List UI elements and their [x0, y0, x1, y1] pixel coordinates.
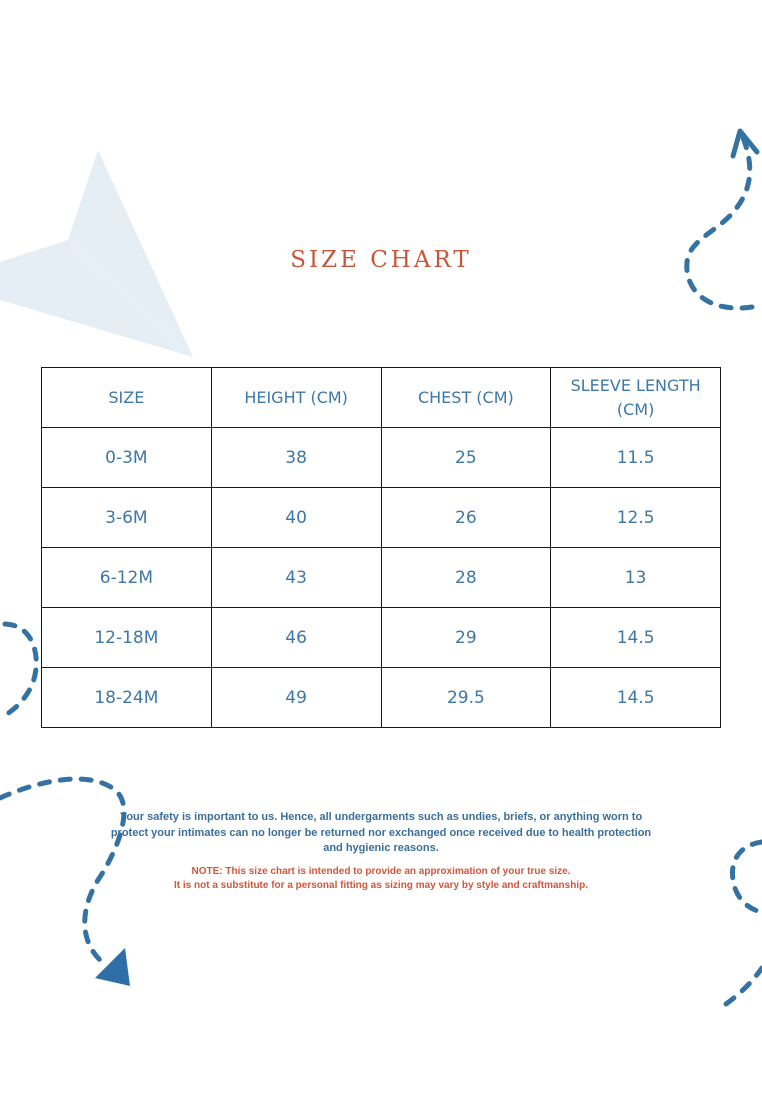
cell-chest: 28: [381, 548, 551, 608]
disclaimer-line-2: It is not a substitute for a personal fitting as sizing may vary by style and craftmanship.: [174, 880, 588, 891]
page-title: SIZE CHART: [290, 247, 472, 273]
cell-height: 49: [211, 668, 381, 728]
column-header-chest: CHEST (CM): [381, 368, 551, 428]
cell-size: 6-12M: [42, 548, 212, 608]
dashed-curve-icon: [726, 968, 762, 1004]
cell-size: 0-3M: [42, 428, 212, 488]
cell-height: 38: [211, 428, 381, 488]
cell-chest: 29: [381, 608, 551, 668]
table-row: [42, 488, 721, 548]
column-header-size: SIZE: [42, 368, 212, 428]
cell-sleeve-length: 12.5: [551, 488, 721, 548]
disclaimer-line-1: NOTE: This size chart is intended to provide an approximation of your true size.: [191, 866, 571, 877]
cell-size: 12-18M: [42, 608, 212, 668]
cell-sleeve-length: 14.5: [551, 608, 721, 668]
table-row: [42, 608, 721, 668]
cell-sleeve-length: 11.5: [551, 428, 721, 488]
cell-height: 46: [211, 608, 381, 668]
cell-size: 18-24M: [42, 668, 212, 728]
safety-notice: Your safety is important to us. Hence, all undergarments such as undies, briefs, or anything worn to protect your intimates can no longer be returned nor exchanged once received due to health protection and hygienic reasons.: [110, 811, 652, 854]
dashed-curve-icon: [732, 842, 762, 912]
dashed-curve-icon: [0, 624, 36, 718]
table-row: [42, 428, 721, 488]
cell-chest: 26: [381, 488, 551, 548]
cell-height: 43: [211, 548, 381, 608]
size-disclaimer: [110, 865, 652, 893]
cell-chest: 25: [381, 428, 551, 488]
cell-sleeve-length: 14.5: [551, 668, 721, 728]
table-row: [42, 548, 721, 608]
table-row: [42, 668, 721, 728]
size-chart-table: [41, 367, 721, 728]
column-header-height: HEIGHT (CM): [211, 368, 381, 428]
cell-size: 3-6M: [42, 488, 212, 548]
column-header-sleeve-length: SLEEVE LENGTH (CM): [551, 368, 721, 428]
dashed-arrow-up-icon: [687, 131, 757, 308]
table-header-row: [42, 368, 721, 428]
cell-chest: 29.5: [381, 668, 551, 728]
cell-sleeve-length: 13: [551, 548, 721, 608]
cell-height: 40: [211, 488, 381, 548]
